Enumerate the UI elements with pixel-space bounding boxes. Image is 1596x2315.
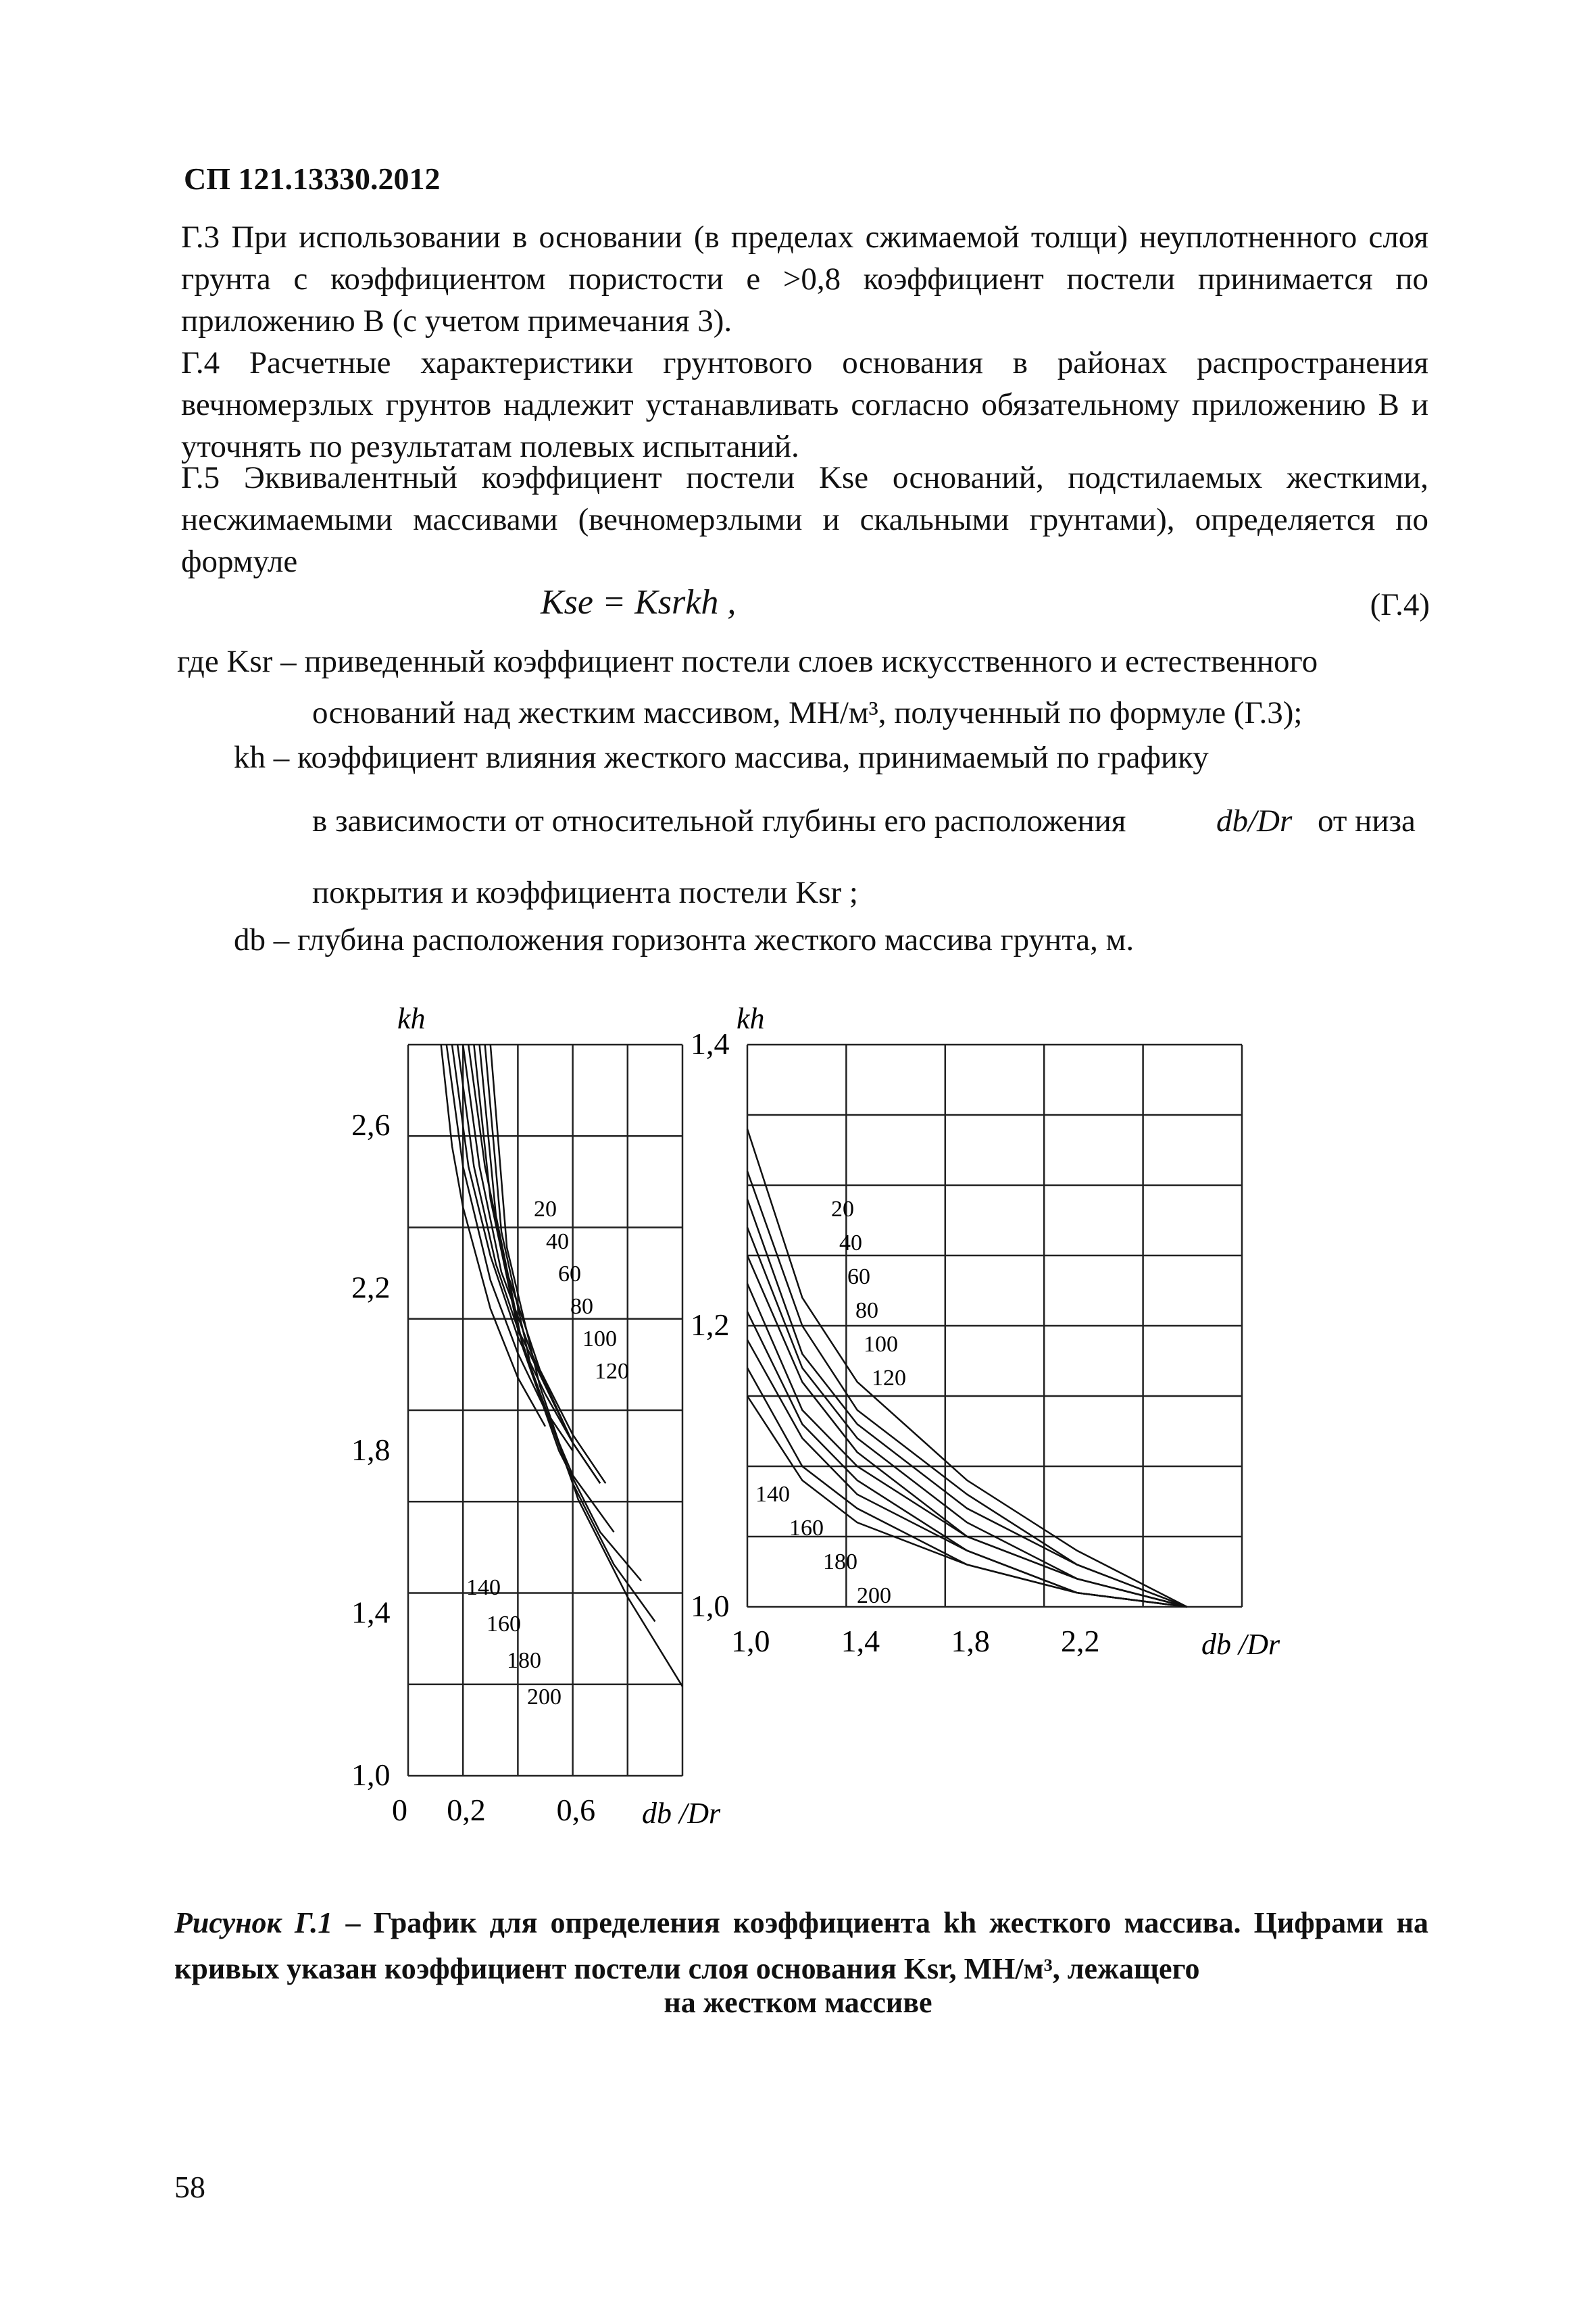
curve-100 [747, 1255, 1187, 1607]
figure-caption [174, 1900, 1428, 1992]
x-tick-label: 0 [392, 1793, 407, 1827]
x-tick-label: 1,0 [731, 1624, 770, 1658]
chart-left [351, 1002, 721, 1830]
formula-g4: Kse = Ksrkh , [541, 583, 737, 622]
figure-id: Рисунок Г.1 [174, 1906, 333, 1939]
curve-label-40: 40 [546, 1229, 569, 1254]
y-tick-label: 1,4 [351, 1595, 391, 1630]
y-tick-label: 2,6 [351, 1107, 391, 1143]
paragraph-g3: Г.3 При использовании в основании (в пределах сжимаемой толщи) неуплотненного слоя грунта с коэффициентом пористости e >0,8 коэффициент постели принимается по приложению В (с учетом примечания 3). [181, 220, 1428, 339]
y-tick-label: 1,4 [691, 1026, 730, 1061]
curve-label-200: 200 [527, 1685, 562, 1710]
y-tick-label: 1,0 [351, 1758, 391, 1792]
curve-40 [747, 1171, 1187, 1607]
curve-label-80: 80 [570, 1294, 593, 1319]
curve-label-40: 40 [839, 1230, 862, 1255]
y-tick-label: 2,2 [351, 1270, 391, 1305]
curve-label-160: 160 [487, 1612, 521, 1637]
where-ksr-line1: где Ksr – приведенный коэффициент постели слоев искусственного и естественного [177, 644, 1318, 679]
curve-label-100: 100 [864, 1332, 898, 1357]
where-kh-fraction: db/Dr [1216, 803, 1293, 839]
curve-label-140: 140 [755, 1482, 790, 1507]
curve-180 [747, 1368, 1187, 1607]
where-ksr-line2: оснований над жестким массивом, МН/м³, полученный по формуле (Г.3); [312, 695, 1303, 730]
curve-label-140: 140 [466, 1575, 501, 1600]
curve-label-180: 180 [507, 1648, 541, 1673]
where-kh-line2a: в зависимости от относительной глубины его расположения [312, 803, 1126, 839]
y-axis-label: kh [397, 1002, 426, 1035]
paragraph-g4: Г.4 Расчетные характеристики грунтового основания в районах распространения вечномерзлых грунтов надлежит устанавливать согласно обязательному приложению В и уточнять по результатам полевых испытаний. [181, 345, 1428, 464]
curve-120 [468, 1045, 605, 1483]
curve-120 [747, 1284, 1187, 1607]
curve-160 [480, 1045, 642, 1581]
y-tick-label: 1,8 [351, 1433, 391, 1468]
curve-label-120: 120 [872, 1366, 906, 1391]
curve-label-160: 160 [789, 1516, 824, 1541]
curve-label-20: 20 [831, 1197, 854, 1222]
curve-200 [747, 1396, 1187, 1607]
curve-label-60: 60 [558, 1262, 581, 1287]
y-tick-label: 1,0 [691, 1589, 730, 1623]
formula-number: (Г.4) [1370, 587, 1430, 622]
x-tick-label: 0,6 [556, 1793, 596, 1827]
curve-label-60: 60 [847, 1264, 870, 1289]
curve-label-180: 180 [823, 1549, 857, 1574]
curve-200 [491, 1045, 682, 1687]
curve-140 [747, 1312, 1187, 1607]
x-tick-label: 2,2 [1061, 1624, 1100, 1658]
x-axis-label: db /Dr [1201, 1628, 1280, 1661]
figure-caption-last-line: на жестком массиве [664, 1986, 932, 2019]
curve-label-120: 120 [595, 1359, 629, 1384]
figure-caption-text: – График для определения коэффициента kh жесткого массива. Цифрами на кривых указан коэффициент постели слоя основания Ksr, МН/м³, лежащего [174, 1906, 1429, 1985]
paragraph-g5: Г.5 Эквивалентный коэффициент постели Kse оснований, подстилаемых жесткими, несжимаемыми массивами (вечномерзлыми и скальными грунтами), определяется по формуле [181, 460, 1428, 579]
x-tick-label: 0,2 [447, 1793, 486, 1827]
x-tick-label: 1,4 [841, 1624, 880, 1658]
page-number: 58 [174, 2170, 205, 2204]
curve-60 [747, 1199, 1187, 1607]
y-axis-label: kh [737, 1002, 765, 1035]
curve-160 [747, 1340, 1187, 1607]
where-db-line: db – глубина расположения горизонта жесткого массива грунта, м. [234, 922, 1134, 957]
x-tick-label: 1,8 [951, 1624, 990, 1658]
chart-right [691, 1002, 1280, 1661]
x-axis-label: db /Dr [642, 1797, 721, 1830]
curve-140 [474, 1045, 614, 1532]
where-kh-line1: kh – коэффициент влияния жесткого массива, принимаемый по графику [234, 740, 1209, 775]
curve-label-100: 100 [582, 1326, 617, 1351]
where-kh-line3: покрытия и коэффициента постели Ksr ; [312, 875, 858, 910]
curve-label-20: 20 [534, 1197, 557, 1222]
document-code: СП 121.13330.2012 [184, 161, 441, 196]
y-tick-label: 1,2 [691, 1308, 730, 1342]
curve-label-200: 200 [857, 1583, 891, 1608]
where-kh-line2b: от низа [1318, 803, 1416, 839]
curve-label-80: 80 [855, 1298, 878, 1323]
